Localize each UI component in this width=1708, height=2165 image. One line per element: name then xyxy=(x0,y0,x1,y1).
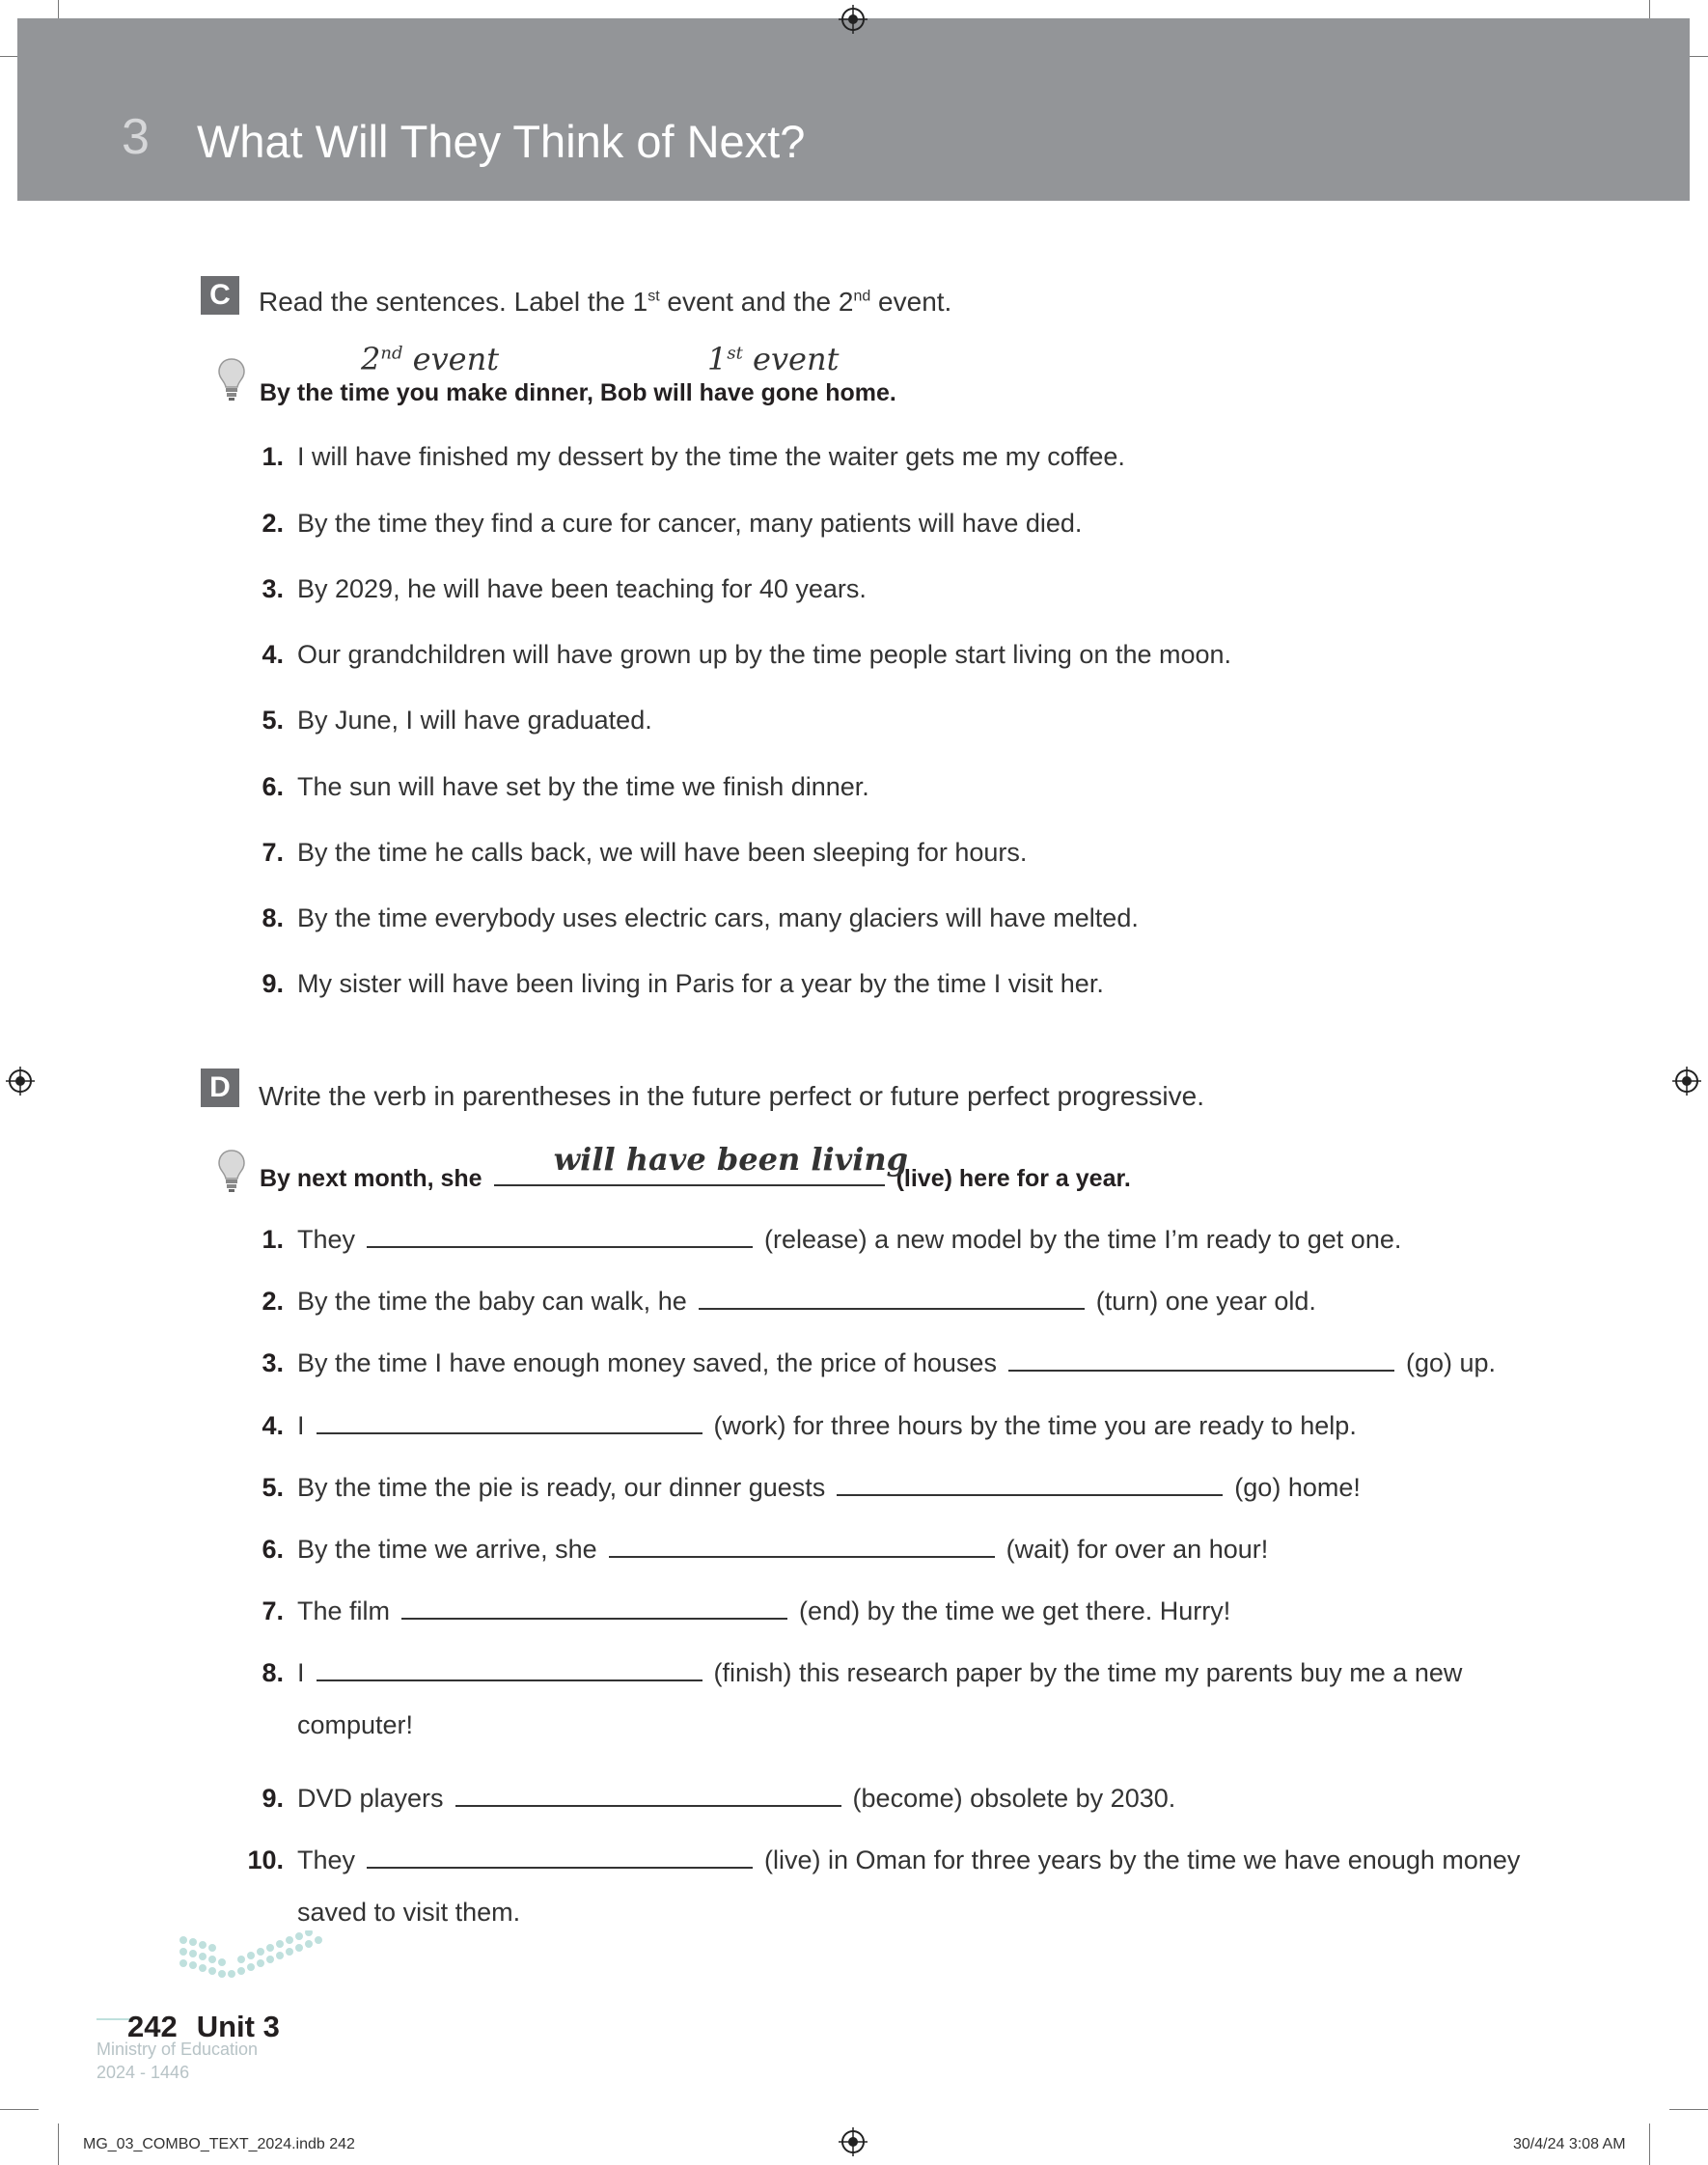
answer-blank[interactable] xyxy=(317,1431,702,1434)
sentence-text: By the time everybody uses electric cars, many glaciers will have melted. xyxy=(297,903,1139,932)
sentence-before: I xyxy=(297,1658,305,1687)
section-d-badge: D xyxy=(201,1069,239,1107)
sentence-text: The sun will have set by the time we finish dinner. xyxy=(297,772,869,801)
sentence-continuation: computer! xyxy=(297,1710,414,1739)
verb-hint: (live) in Oman for three years by the time we have enough money xyxy=(764,1846,1521,1874)
registration-mark-icon xyxy=(839,2127,868,2156)
sentence-text: By June, I will have graduated. xyxy=(297,706,652,735)
section-d-instruction: Write the verb in parentheses in the future perfect or future perfect progressive. xyxy=(259,1081,1204,1111)
example-answer: will have been living xyxy=(553,1141,909,1178)
verb-hint: (become) obsolete by 2030. xyxy=(852,1784,1176,1813)
answer-blank[interactable] xyxy=(401,1617,787,1620)
answer-blank[interactable] xyxy=(1008,1369,1394,1372)
fill-in-sentence xyxy=(297,1658,1462,1688)
verb-hint: (end) by the time we get there. Hurry! xyxy=(799,1596,1231,1625)
sentence-before: By the time the baby can walk, he xyxy=(297,1287,687,1316)
verb-hint: (turn) one year old. xyxy=(1095,1287,1316,1316)
item-number: 4. xyxy=(262,1411,284,1440)
item-number: 10. xyxy=(247,1846,284,1874)
verb-hint: (finish) this research paper by the time my parents buy me a new xyxy=(713,1658,1463,1687)
item-number: 9. xyxy=(262,1784,284,1813)
lightbulb-icon xyxy=(217,1149,246,1193)
sentence-before: DVD players xyxy=(297,1784,444,1813)
crop-mark xyxy=(1649,2123,1650,2165)
item-number: 7. xyxy=(262,838,284,867)
item-number: 3. xyxy=(262,1348,284,1377)
answer-blank[interactable] xyxy=(317,1679,702,1681)
fill-in-sentence xyxy=(297,1784,1175,1814)
answer-blank[interactable] xyxy=(455,1804,841,1807)
sentence-text: By the time he calls back, we will have been sleeping for hours. xyxy=(297,838,1028,867)
item-number: 3. xyxy=(262,574,284,603)
item-number: 9. xyxy=(262,969,284,998)
item-number: 6. xyxy=(262,772,284,801)
sentence-before: By the time I have enough money saved, the price of houses xyxy=(297,1348,997,1377)
verb-hint: (release) a new model by the time I’m ready to get one. xyxy=(764,1225,1402,1254)
fill-in-sentence xyxy=(297,1348,1496,1378)
sentence-text: Our grandchildren will have grown up by the time people start living on the moon. xyxy=(297,640,1232,669)
sentence-text: By 2029, he will have been teaching for 40 years. xyxy=(297,574,867,603)
sentence-before: I xyxy=(297,1411,305,1440)
print-slug-right: 30/4/24 3:08 AM xyxy=(1513,2136,1626,2152)
ministry-logo-icon xyxy=(96,1930,347,2085)
item-number: 5. xyxy=(262,1473,284,1502)
item-number: 2. xyxy=(262,1287,284,1316)
sentence-before: By the time the pie is ready, our dinner guests xyxy=(297,1473,826,1502)
page-number: 242 xyxy=(127,2010,178,2043)
item-number: 1. xyxy=(262,1225,284,1254)
fill-in-sentence xyxy=(297,1411,1357,1441)
sentence-continuation: saved to visit them. xyxy=(297,1898,521,1927)
fill-in-sentence xyxy=(297,1846,1520,1875)
verb-hint: (go) up. xyxy=(1405,1348,1497,1377)
item-number: 1. xyxy=(262,442,284,471)
sentence-before: By the time we arrive, she xyxy=(297,1535,597,1564)
verb-hint: (go) home! xyxy=(1234,1473,1361,1502)
unit-number: 3 xyxy=(122,109,150,165)
fill-in-sentence xyxy=(297,1287,1316,1317)
answer-blank[interactable] xyxy=(699,1307,1085,1310)
section-c-instruction: Read the sentences. Label the 1st event and the 2nd event. xyxy=(259,287,952,317)
registration-mark-icon xyxy=(6,1067,35,1096)
answer-blank[interactable] xyxy=(837,1493,1223,1496)
fill-in-sentence xyxy=(297,1535,1268,1565)
answer-blank[interactable] xyxy=(609,1555,995,1558)
fill-in-sentence xyxy=(297,1473,1361,1503)
crop-mark xyxy=(58,2123,59,2165)
crop-mark xyxy=(0,2109,39,2110)
sentence-text: By the time they find a cure for cancer, many patients will have died. xyxy=(297,509,1083,538)
item-number: 8. xyxy=(262,1658,284,1687)
ministry-year: 2024 - 1446 xyxy=(96,2063,190,2082)
page-title: What Will They Think of Next? xyxy=(197,116,806,167)
example-label-2nd-event: 2nd event xyxy=(361,341,500,377)
sentence-text: I will have finished my dessert by the time the waiter gets me my coffee. xyxy=(297,442,1125,471)
item-number: 7. xyxy=(262,1596,284,1625)
fill-in-sentence xyxy=(297,1225,1401,1255)
sentence-before: The film xyxy=(297,1596,391,1625)
item-number: 4. xyxy=(262,640,284,669)
verb-hint: (wait) for over an hour! xyxy=(1006,1535,1269,1564)
sentence-before: They xyxy=(297,1225,356,1254)
item-number: 2. xyxy=(262,509,284,538)
registration-mark-icon xyxy=(839,5,868,34)
crop-mark xyxy=(1669,2109,1708,2110)
section-c-example: By the time you make dinner, Bob will have gone home. xyxy=(260,379,896,406)
print-slug-left: MG_03_COMBO_TEXT_2024.indb 242 xyxy=(83,2136,355,2152)
registration-mark-icon xyxy=(1672,1067,1701,1096)
example-answer-blank xyxy=(494,1141,909,1186)
answer-blank[interactable] xyxy=(367,1866,753,1869)
example-label-1st-event: 1st event xyxy=(707,341,840,377)
fill-in-sentence xyxy=(297,1596,1230,1626)
ministry-label: Ministry of Education xyxy=(96,2040,259,2059)
header-band xyxy=(17,18,1690,201)
lightbulb-icon xyxy=(217,357,246,402)
section-d-example: By next month, she will have been living (live) here for a year. xyxy=(260,1141,1131,1192)
sentence-before: They xyxy=(297,1846,356,1874)
item-number: 8. xyxy=(262,903,284,932)
section-c-badge: C xyxy=(201,276,239,315)
page-footer xyxy=(127,2010,299,2044)
sentence-text: My sister will have been living in Paris for a year by the time I visit her. xyxy=(297,969,1104,998)
item-number: 5. xyxy=(262,706,284,735)
item-number: 6. xyxy=(262,1535,284,1564)
verb-hint: (work) for three hours by the time you are ready to help. xyxy=(713,1411,1357,1440)
answer-blank[interactable] xyxy=(367,1245,753,1248)
unit-label: Unit 3 xyxy=(196,2010,280,2043)
